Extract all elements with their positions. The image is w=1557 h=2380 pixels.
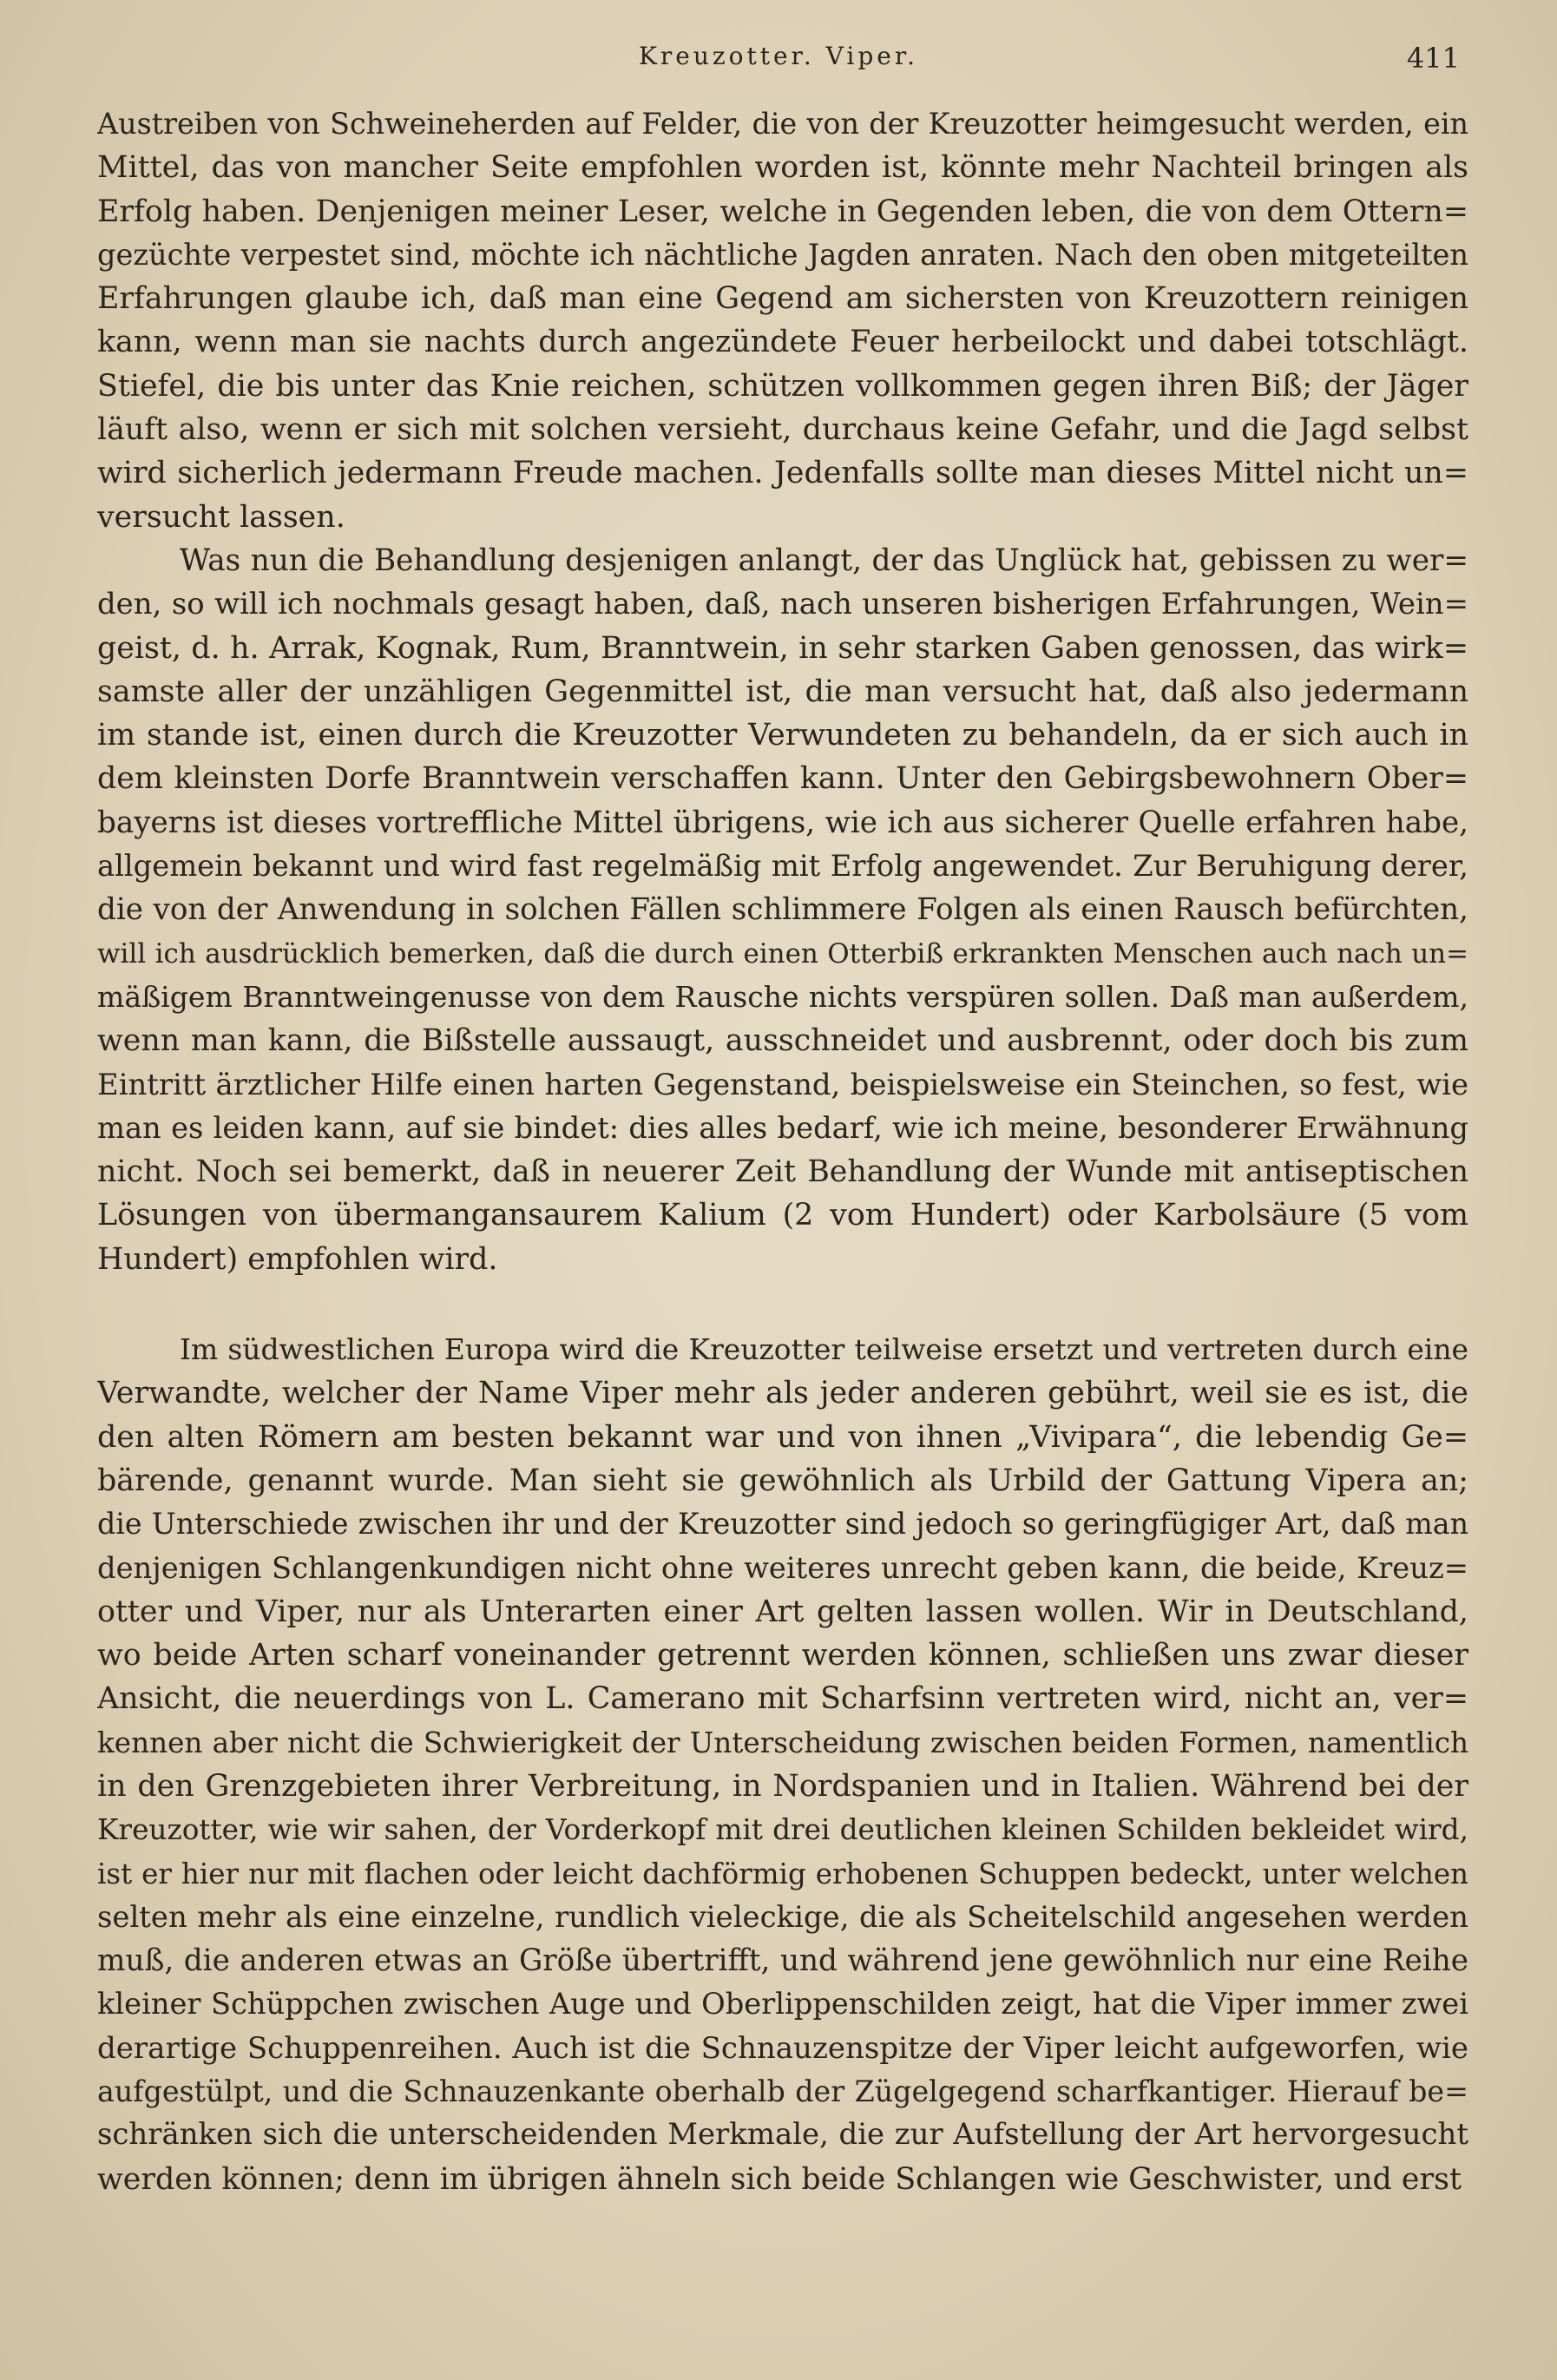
- text-line: denjenigen Schlangenkundigen nicht ohne weiteres unrecht geben kann, die beide, Kreuz=: [97, 1550, 1468, 1585]
- paragraph: [97, 102, 1468, 539]
- text-line: aufgestülpt, und die Schnauzenkante oberhalb der Zügelgegend scharfkantiger. Hierauf be=: [97, 2074, 1468, 2109]
- text-line: nicht. Noch sei bemerkt, daß in neuerer Zeit Behandlung der Wunde mit antiseptischen: [97, 1154, 1468, 1190]
- text-line: allgemein bekannt und wird fast regelmäßig mit Erfolg angewendet. Zur Beruhigung derer,: [97, 849, 1468, 884]
- text-line: Erfahrungen glaube ich, daß man eine Gegend am sichersten von Kreuzottern reinigen: [97, 281, 1468, 317]
- text-line: Lösungen von übermangansaurem Kalium (2 vom Hundert) oder Karbolsäure (5 vom: [97, 1198, 1468, 1233]
- text-line: bärende, genannt wurde. Man sieht sie gewöhnlich als Urbild der Gattung Vipera an;: [97, 1463, 1468, 1498]
- text-line: Hundert) empfohlen wird.: [97, 1241, 498, 1277]
- text-line: dem kleinsten Dorfe Branntwein verschaffen kann. Unter den Gebirgsbewohnern Ober=: [97, 761, 1468, 797]
- text-line: otter und Viper, nur als Unterarten einer Art gelten lassen wollen. Wir in Deutschland,: [97, 1594, 1468, 1629]
- text-line: werden können; denn im übrigen ähneln sich beide Schlangen wie Geschwister, und erst: [97, 2161, 1462, 2197]
- running-title: Kreuzotter. Viper.: [638, 42, 919, 70]
- text-line: läuft also, wenn er sich mit solchen versieht, durchaus keine Gefahr, und die Jagd selbst: [97, 412, 1468, 448]
- text-line: Erfolg haben. Denjenigen meiner Leser, welche in Gegenden leben, die von dem Ottern=: [97, 194, 1468, 229]
- text-line: Im südwestlichen Europa wird die Kreuzotter teilweise ersetzt und vertreten durch eine: [180, 1332, 1468, 1367]
- text-line: kleiner Schüppchen zwischen Auge und Oberlippenschilden zeigt, hat die Viper immer zwei: [97, 1987, 1468, 2022]
- text-line: man es leiden kann, auf sie bindet: dies alles bedarf, wie ich meine, besonderer Erwähnung: [97, 1110, 1468, 1145]
- text-line: versucht lassen.: [97, 499, 345, 535]
- text-line: will ich ausdrücklich bemerken, daß die durch einen Otterbiß erkrankten Menschen auch nach un=: [97, 937, 1468, 970]
- section-gap: [97, 1281, 1468, 1328]
- text-line: den alten Römern am besten bekannt war und von ihnen „Vivipara“, die lebendig Ge=: [97, 1419, 1468, 1455]
- text-line: geist, d. h. Arrak, Kognak, Rum, Branntwein, in sehr starken Gaben genossen, das wirk=: [97, 630, 1468, 666]
- text-line: Kreuzotter, wie wir sahen, der Vorderkopf mit drei deutlichen kleinen Schilden bekleidet wird,: [97, 1813, 1468, 1847]
- text-line: bayerns ist dieses vortreffliche Mittel übrigens, wie ich aus sicherer Quelle erfahren habe,: [97, 805, 1468, 840]
- page-number: 411: [1406, 42, 1460, 75]
- text-line: Austreiben von Schweineherden auf Felder, die von der Kreuzotter heimgesucht werden, ein: [97, 107, 1468, 141]
- text-line: derartige Schuppenreihen. Auch ist die Schnauzenspitze der Viper leicht aufgeworfen, wie: [97, 2030, 1468, 2066]
- paragraph: [97, 539, 1468, 1281]
- text-line: kennen aber nicht die Schwierigkeit der Unterscheidung zwischen beiden Formen, namentlich: [97, 1726, 1468, 1759]
- text-line: Stiefel, die bis unter das Knie reichen, schützen vollkommen gegen ihren Biß; der Jäger: [97, 368, 1468, 404]
- text-line: Verwandte, welcher der Name Viper mehr als jeder anderen gebührt, weil sie es ist, die: [97, 1376, 1468, 1411]
- text-line: gezüchte verpestet sind, möchte ich nächtliche Jagden anraten. Nach den oben mitgeteilten: [97, 237, 1468, 272]
- text-line: wenn man kann, die Bißstelle aussaugt, ausschneidet und ausbrennt, oder doch bis zum: [97, 1023, 1468, 1059]
- text-line: mäßigem Branntweingenusse von dem Rausche nichts verspüren sollen. Daß man außerdem,: [97, 979, 1468, 1014]
- text-line: Was nun die Behandlung desjenigen anlangt, der das Unglück hat, gebissen zu wer=: [180, 542, 1468, 578]
- text-line: schränken sich die unterscheidenden Merkmale, die zur Aufstellung der Art hervorgesucht: [97, 2118, 1468, 2153]
- text-line: Mittel, das von mancher Seite empfohlen worden ist, könnte mehr Nachteil bringen als: [97, 150, 1468, 186]
- text-line: wo beide Arten scharf voneinander getrennt werden können, schließen uns zwar dieser: [97, 1638, 1468, 1673]
- text-line: in den Grenzgebieten ihrer Verbreitung, in Nordspanien und in Italien. Während bei der: [97, 1768, 1468, 1804]
- text-line: wird sicherlich jedermann Freude machen. Jedenfalls sollte man dieses Mittel nicht un=: [97, 456, 1468, 491]
- text-line: ist er hier nur mit flachen oder leicht dachförmig erhobenen Schuppen bedeckt, unter welchen: [97, 1857, 1468, 1890]
- text-line: den, so will ich nochmals gesagt haben, daß, nach unseren bisherigen Erfahrungen, Wein=: [97, 587, 1468, 621]
- paragraph: [97, 1328, 1468, 2201]
- text-line: samste aller der unzähligen Gegenmittel ist, die man versucht hat, daß also jedermann: [97, 674, 1468, 709]
- text-line: die Unterschiede zwischen ihr und der Kreuzotter sind jedoch so geringfügiger Art, daß man: [97, 1507, 1468, 1542]
- text-line: Eintritt ärztlicher Hilfe einen harten Gegenstand, beispielsweise ein Steinchen, so fest, wie: [97, 1067, 1468, 1101]
- text-line: kann, wenn man sie nachts durch angezündete Feuer herbeilockt und dabei totschlägt.: [97, 325, 1468, 360]
- text-line: die von der Anwendung in solchen Fällen schlimmere Folgen als einen Rausch befürchten,: [97, 892, 1468, 928]
- text-line: Ansicht, die neuerdings von L. Camerano mit Scharfsinn vertreten wird, nicht an, ver=: [97, 1681, 1468, 1717]
- page-header: [0, 42, 1557, 85]
- text-line: im stande ist, einen durch die Kreuzotter Verwundeten zu behandeln, da er sich auch in: [97, 718, 1468, 753]
- text-line: selten mehr als eine einzelne, rundlich vieleckige, die als Scheitelschild angesehen werden: [97, 1899, 1468, 1934]
- body-text: [97, 102, 1468, 2201]
- text-line: muß, die anderen etwas an Größe übertrifft, und während jene gewöhnlich nur eine Reihe: [97, 1943, 1468, 1979]
